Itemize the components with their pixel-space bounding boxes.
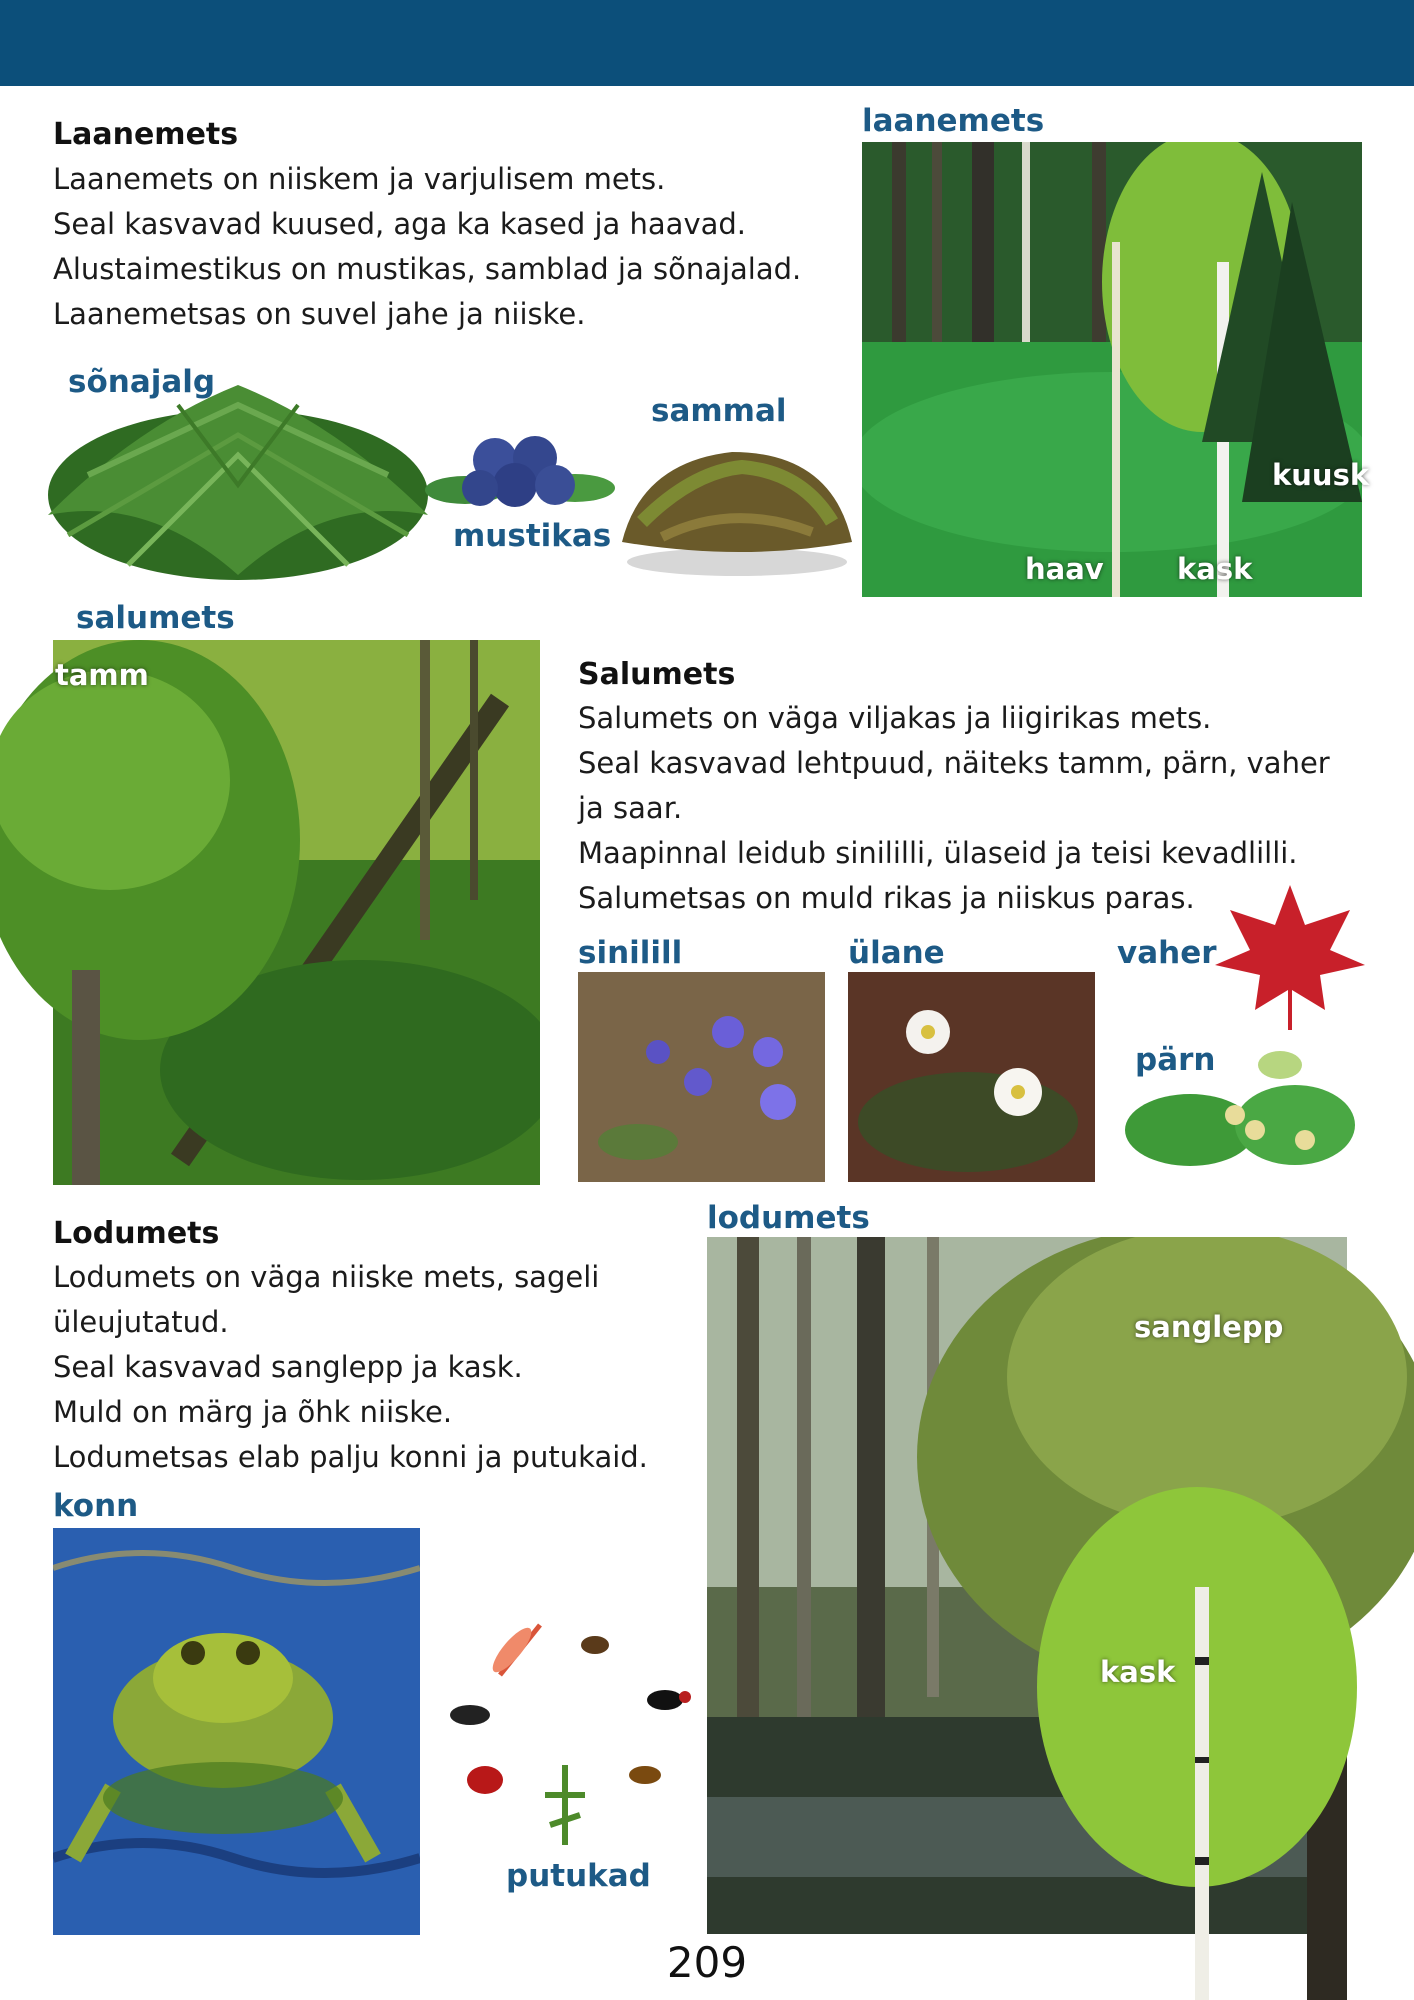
salumets-photo: [0, 640, 540, 1185]
ulane-label: ülane: [848, 935, 945, 971]
maple-leaf-image: [1210, 880, 1370, 1030]
lodumets-line: Lodumets on väga niiske mets, sageli: [53, 1260, 600, 1294]
vaher-label: vaher: [1117, 935, 1217, 971]
lodumets-line: Muld on märg ja õhk niiske.: [53, 1395, 453, 1429]
tamm-label: tamm: [55, 658, 149, 692]
laanemets-line: Laanemetsas on suvel jahe ja niiske.: [53, 297, 586, 331]
page-number: 209: [666, 1938, 748, 1987]
blueberry-image: [425, 420, 615, 530]
haav-label: haav: [1025, 552, 1104, 586]
konn-label: konn: [53, 1488, 139, 1524]
blueberry-label: mustikas: [453, 518, 612, 554]
lodumets-text: [53, 1255, 713, 1480]
laanemets-photo: [862, 142, 1362, 597]
fern-label: sõnajalg: [68, 364, 216, 400]
laanemets-heading: Laanemets: [53, 117, 239, 152]
salumets-line: Maapinnal leidub sinililli, ülaseid ja teisi kevadlilli.: [578, 836, 1298, 870]
lodumets-photo-label: lodumets: [707, 1200, 870, 1236]
kuusk-label: kuusk: [1272, 458, 1370, 492]
sinilill-photo: [578, 972, 825, 1182]
dragonfly-icon: [487, 1623, 540, 1677]
putukad-label: putukad: [506, 1858, 651, 1894]
parn-label: pärn: [1135, 1042, 1216, 1078]
salumets-photo-label: salumets: [76, 600, 235, 636]
kask-label-lodumets: kask: [1100, 1655, 1176, 1689]
lodumets-line: Seal kasvavad sanglepp ja kask.: [53, 1350, 523, 1384]
salumets-line: Seal kasvavad lehtpuud, näiteks tamm, pärn, vaher: [578, 746, 1330, 780]
ulane-photo: [848, 972, 1095, 1182]
laanemets-line: Laanemets on niiskem ja varjulisem mets.: [53, 162, 666, 196]
lodumets-heading: Lodumets: [53, 1216, 220, 1251]
salumets-line: ja saar.: [578, 791, 683, 825]
linden-image: [1120, 1045, 1370, 1175]
sanglepp-label: sanglepp: [1134, 1310, 1284, 1344]
kask-label-laanemets: kask: [1177, 552, 1253, 586]
moss-label: sammal: [651, 393, 787, 429]
laanemets-line: Alustaimestikus on mustikas, samblad ja sõnajalad.: [53, 252, 802, 286]
sinilill-label: sinilill: [578, 935, 683, 971]
laanemets-line: Seal kasvavad kuused, aga ka kased ja haavad.: [53, 207, 747, 241]
lodumets-line: üleujutatud.: [53, 1305, 229, 1339]
moss-image: [612, 432, 862, 582]
salumets-line: Salumets on väga viljakas ja liigirikas mets.: [578, 701, 1212, 735]
salumets-heading: Salumets: [578, 657, 736, 692]
lodumets-photo: [707, 1237, 1414, 2000]
insects-image: [440, 1615, 705, 1855]
laanemets-text: [53, 157, 853, 337]
header-bar: [0, 0, 1414, 86]
laanemets-photo-label: laanemets: [862, 103, 1045, 139]
lodumets-line: Lodumetsas elab palju konni ja putukaid.: [53, 1440, 648, 1474]
salumets-line: Salumetsas on muld rikas ja niiskus paras.: [578, 881, 1195, 915]
frog-photo: [53, 1528, 420, 1935]
